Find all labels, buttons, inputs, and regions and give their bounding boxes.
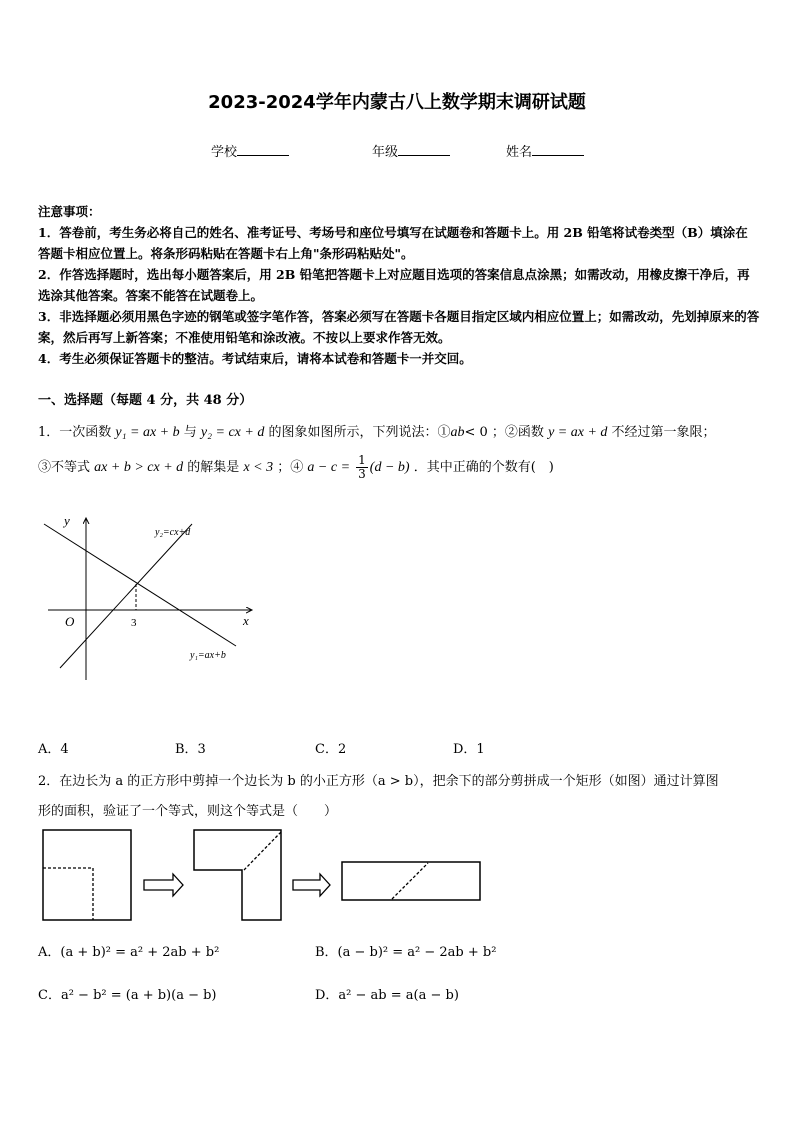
school-label: 学校 (211, 145, 238, 160)
q1-fraction (356, 454, 368, 481)
q2-option-a[interactable]: A．(a + b)² = a² + 2ab + b² (38, 945, 220, 960)
q1-option-c[interactable]: C．2 (315, 742, 347, 757)
q2-option-b[interactable]: B．(a − b)² = a² − 2ab + b² (315, 945, 497, 960)
q2-option-c[interactable]: C．a² − b² = (a + b)(a − b) (38, 988, 217, 1003)
q1-option-d[interactable]: D．1 (453, 742, 485, 757)
q1-eq-y2: y₂ = cx + d (200, 425, 265, 440)
school-field (211, 141, 289, 160)
arrow-1 (144, 874, 183, 896)
origin-label: O (65, 614, 75, 629)
x-axis-label: x (243, 613, 249, 628)
arrow-2 (293, 874, 330, 896)
q2-line2: 形的面积，验证了一个等式，则这个等式是（ ） (38, 804, 338, 819)
section-heading: 一、选择题（每题 4 分，共 48 分） (38, 393, 253, 408)
name-field (506, 141, 584, 160)
q1-text-f: 不经过第一象限； (611, 425, 716, 440)
q1-text-j: ．其中正确的个数有( ) (413, 460, 554, 475)
q1-line2 (38, 454, 554, 481)
label-y1: y₁=ax+b (190, 650, 226, 661)
rect-cut (392, 863, 428, 899)
line-y2 (60, 524, 192, 668)
square-a (43, 830, 131, 920)
y-axis-label: y (64, 513, 70, 528)
tick-3: 3 (131, 617, 137, 629)
q1-text-b: 的图象如图所示，下列说法：① (268, 425, 451, 440)
q1-eq-y: y = ax + d (548, 425, 608, 440)
q1-text-d: < 0 ；②函数 (464, 425, 544, 440)
name-blank (532, 143, 584, 156)
q2-line1: 2．在边长为 a 的正方形中剪掉一个边长为 b 的小正方形（a > b），把余下的部分剪拼成一个矩形（如图）通过计算图 (38, 774, 719, 789)
school-blank (237, 143, 289, 156)
rectangle (342, 862, 480, 900)
notice-item-2: 2．作答选择题时，选出每小题答案后，用 2B 铅笔把答题卡上对应题目选项的答案信息点涂黑；如需改动，用橡皮擦干净后，再选涂其他答案。答案不能答在试题卷上。 (38, 267, 750, 303)
q1-text-g: ③不等式 (38, 460, 91, 475)
notice-item-4: 4．考生必须保证答题卡的整洁。考试结束后，请将本试卷和答题卡一并交回。 (38, 351, 472, 366)
grade-label: 年级 (372, 145, 399, 160)
notice-item-1: 1．答卷前，考生务必将自己的姓名、准考证号、考场号和座位号填写在试题卷和答题卡上。用 2B 铅笔将试卷类型（B）填涂在答题卡相应位置上。将条形码粘贴在答题卡右上角"条形码粘贴处"。 (38, 225, 748, 261)
q1-option-b[interactable]: B．3 (175, 742, 206, 757)
q1-line1 (38, 421, 716, 441)
q1-text-with: 与 (183, 425, 197, 440)
q1-text-a: 1．一次函数 (38, 425, 112, 440)
name-label: 姓名 (506, 145, 533, 160)
q2-figure (40, 826, 490, 926)
q2-option-d[interactable]: D．a² − ab = a(a − b) (315, 988, 459, 1003)
q1-eq-ac: a − c = (307, 460, 351, 475)
label-y2: y₂=cx+d (155, 527, 191, 538)
grade-field (372, 141, 450, 160)
q1-text-i: ；④ (277, 460, 304, 475)
cut-b (43, 868, 93, 920)
q1-eq-db: (d − b) (369, 460, 410, 475)
frac-num: 1 (358, 453, 366, 467)
l-shape (194, 830, 281, 920)
page-title: 2023-2024学年内蒙古八上数学期末调研试题 (208, 92, 586, 113)
q1-eq-ab: ab (450, 425, 465, 440)
l-cut (244, 832, 281, 870)
q1-eq-sol: x < 3 (243, 460, 274, 475)
q1-option-a[interactable]: A．4 (38, 742, 69, 757)
q1-graph (40, 508, 270, 688)
notice-item-3: 3．非选择题必须用黑色字迹的钢笔或签字笔作答，答案必须写在答题卡各题目指定区域内相应位置上；如需改动，先划掉原来的答案，然后再写上新答案；不准使用铅笔和涂改液。不按以上要求作答无效。 (38, 309, 760, 345)
q1-eq-y1: y₁ = ax + b (115, 425, 180, 440)
notice-heading: 注意事项： (38, 204, 101, 219)
frac-den: 3 (358, 467, 366, 481)
grade-blank (398, 143, 450, 156)
q1-eq-ineq: ax + b > cx + d (94, 460, 184, 475)
q1-text-h: 的解集是 (187, 460, 240, 475)
